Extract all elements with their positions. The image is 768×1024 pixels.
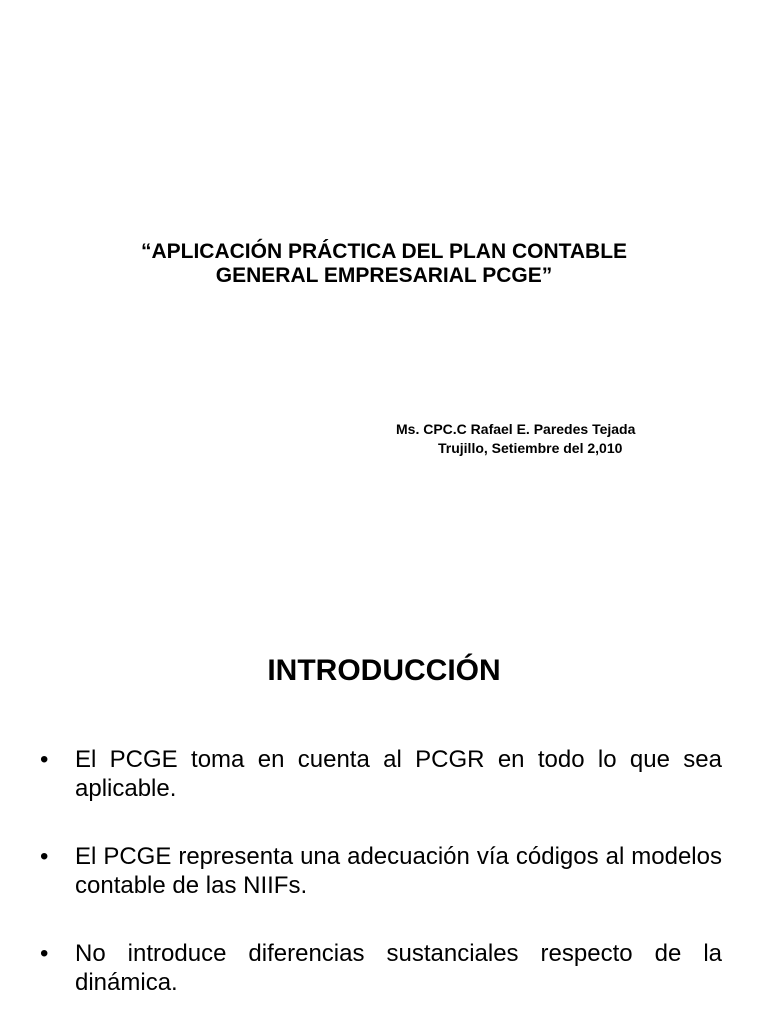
title-line-1: “APLICACIÓN PRÁCTICA DEL PLAN CONTABLE xyxy=(140,240,628,263)
place-date: Trujillo, Setiembre del 2,010 xyxy=(438,440,623,456)
author-name: Ms. CPC.C Rafael E. Paredes Tejada xyxy=(396,421,636,437)
introduction-heading: INTRODUCCIÓN xyxy=(267,654,501,687)
bullet-icon: • xyxy=(40,746,49,773)
list-item xyxy=(40,842,722,900)
presentation-title xyxy=(0,240,768,288)
bullet-text: El PCGE toma en cuenta al PCGR en todo lo que sea aplicable. xyxy=(75,746,722,802)
list-item xyxy=(40,939,722,997)
list-item xyxy=(40,745,722,803)
author-block xyxy=(396,420,696,458)
bullet-icon: • xyxy=(40,940,49,967)
bullet-text: No introduce diferencias sustanciales respecto de la dinámica. xyxy=(75,940,722,996)
introduction-slide xyxy=(0,560,768,1024)
title-line-2: GENERAL EMPRESARIAL PCGE” xyxy=(215,264,553,287)
bullet-icon: • xyxy=(40,843,49,870)
bullet-text: El PCGE representa una adecuación vía códigos al modelos contable de las NIIFs. xyxy=(75,843,722,899)
bullet-list xyxy=(40,745,722,1024)
